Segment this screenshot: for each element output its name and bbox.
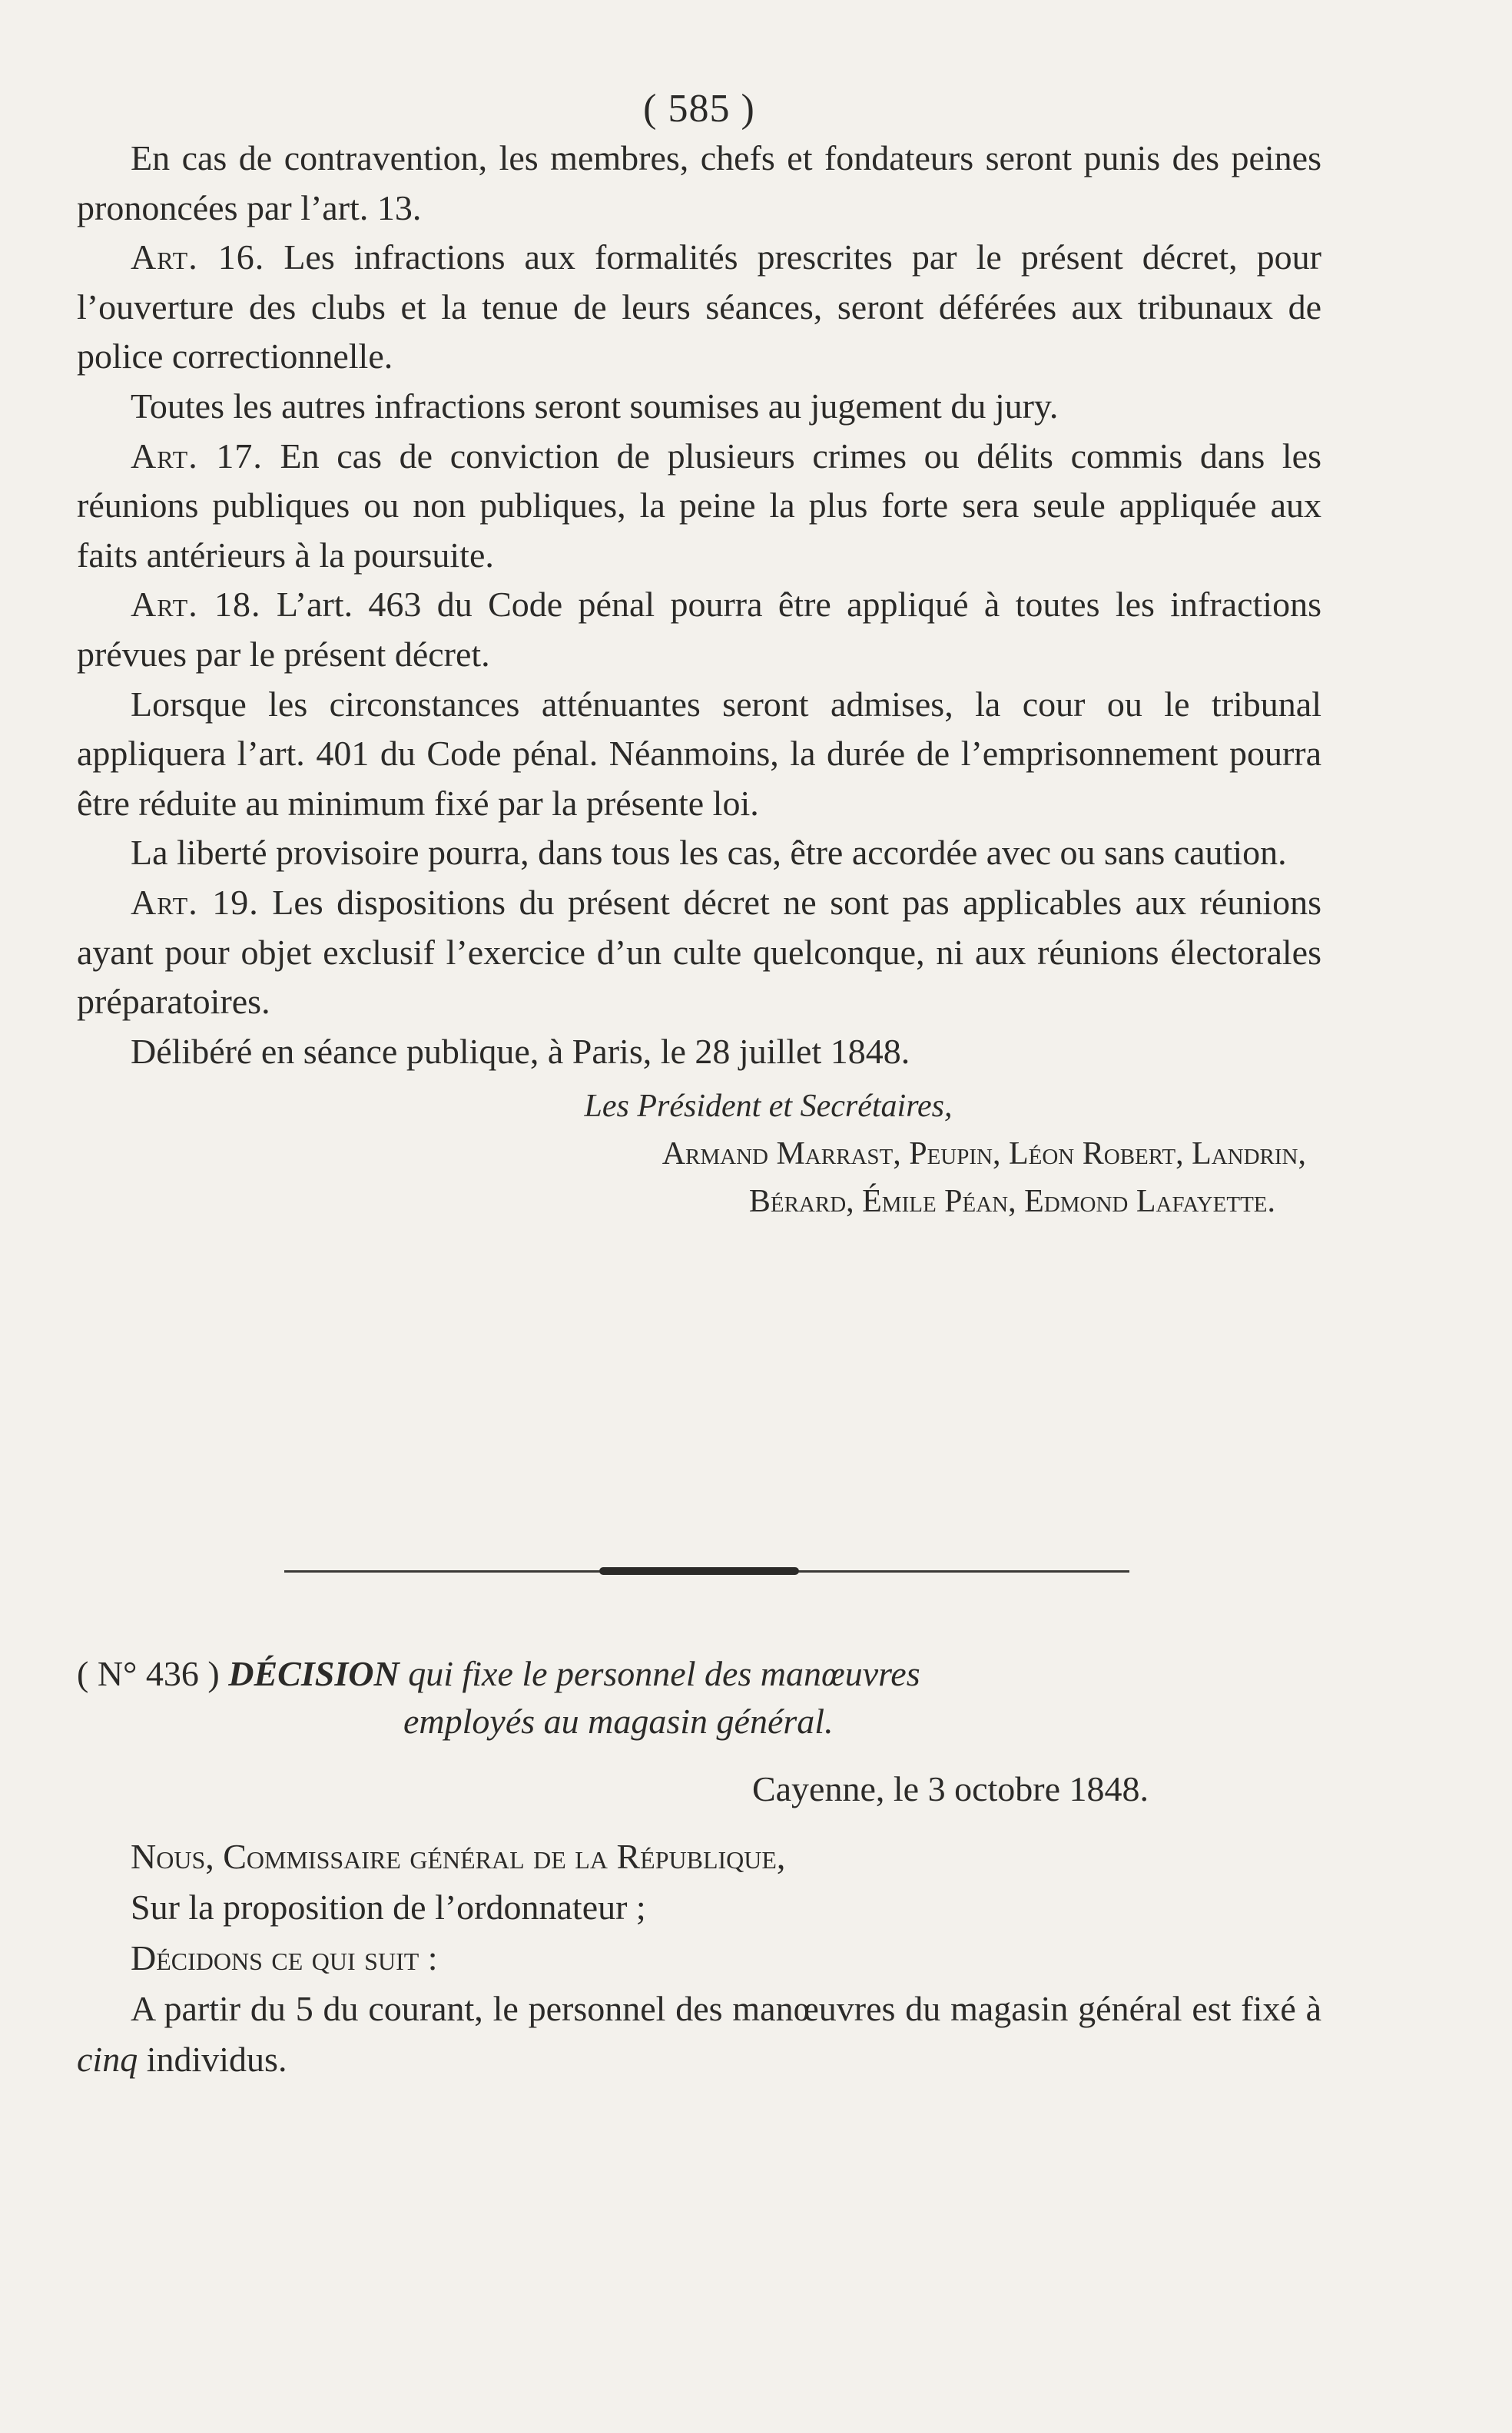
paragraph-contravention: En cas de contravention, les membres, chefs et fondateurs seront punis des peines prononcées par l’art. 13. (77, 138, 1321, 227)
decision-title-continued: employés au magasin général. (403, 1702, 834, 1741)
paragraph-art-17 (77, 432, 1321, 581)
signature-block (77, 1082, 1321, 1225)
paragraph-proposition: Sur la proposition de l’ordonnateur ; (131, 1888, 646, 1927)
section-divider-ornament (599, 1567, 799, 1575)
page-number: ( 585 ) (643, 87, 755, 131)
paragraph-personnel (77, 1984, 1321, 2085)
article-text: L’art. 463 du Code pénal pourra être appliqué à toutes les infractions prévues par le présent décret. (77, 585, 1321, 674)
article-label: Art. 17. (131, 436, 263, 476)
decree-text (77, 134, 1321, 1076)
signature-line-2: Bérard, Émile Péan, Edmond Lafayette. (748, 1184, 1275, 1220)
article-text: Les dispositions du présent décret ne sont pas applicables aux réunions ayant pour objet exclusif l’exercice d’un culte quelconque, ni aux réunions électorales préparatoires. (77, 882, 1322, 1022)
decision-section (77, 1650, 1321, 2085)
paragraph-circonstances: Lorsque les circonstances atténuantes seront admises, la cour ou le tribunal appliquera l’art. 401 du Code pénal. Néanmoins, la durée de l’emprisonnement pourra être réduite au minimum fixé par la présente loi. (77, 684, 1321, 823)
paragraph-art-18 (77, 580, 1321, 679)
final-italic: cinq (77, 2040, 138, 2079)
article-text: Les infractions aux formalités prescrites par le présent décret, pour l’ouverture des clubs et la tenue de leurs séances, seront déférées aux tribunaux de police correctionnelle. (77, 237, 1321, 376)
article-label: Art. 16. (131, 237, 265, 277)
paragraph-decidons: Décidons ce qui suit : (131, 1938, 438, 1977)
paragraph-jury: Toutes les autres infractions seront soumises au jugement du jury. (131, 386, 1059, 426)
final-text: A partir du 5 du courant, le personnel des manœuvres du magasin général est fixé à (131, 1989, 1321, 2028)
place-date: Cayenne, le 3 octobre 1848. (751, 1769, 1149, 1808)
paragraph-delibere: Délibéré en séance publique, à Paris, le 28 juillet 1848. (131, 1031, 910, 1071)
decision-title-word: DÉCISION (228, 1654, 400, 1693)
decision-heading (77, 1650, 1321, 1745)
decision-title: qui fixe le personnel des manœuvres (408, 1654, 920, 1693)
signature-heading: Les Président et Secrétaires, (584, 1089, 953, 1125)
decision-number: ( N° 436 ) (77, 1654, 220, 1693)
signature-line-1: Armand Marrast, Peupin, Léon Robert, Landrin, (662, 1136, 1306, 1172)
final-text-end: individus. (146, 2040, 287, 2079)
page-content (77, 85, 1321, 1225)
article-label: Art. 18. (131, 585, 261, 625)
decision-body (77, 1831, 1321, 2085)
paragraph-art-19 (77, 878, 1321, 1027)
paragraph-art-16 (77, 233, 1321, 382)
article-text: En cas de conviction de plusieurs crimes ou délits commis dans les réunions publiques ou non publiques, la peine la plus forte sera seule appliquée aux faits antérieurs à la poursuite. (77, 436, 1321, 575)
paragraph-nous: Nous, Commissaire général de la République, (131, 1837, 786, 1876)
article-label: Art. 19. (131, 882, 259, 922)
paragraph-liberte: La liberté provisoire pourra, dans tous les cas, être accordée avec ou sans caution. (131, 833, 1287, 873)
